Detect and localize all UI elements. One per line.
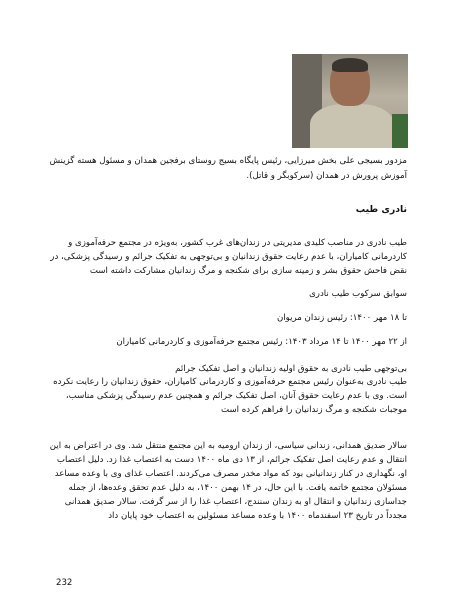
record-heading: سوابق سرکوب طیب نادری bbox=[309, 289, 407, 299]
subheading: بی‌توجهی طیب نادری به حقوق اولیه زندانیان و اصل تفکیک جرائم bbox=[175, 364, 407, 374]
photo-caption-line-1: مزدور بسیجی علی بخش میرزایی، رئیس پایگاه بسیج روستای برفجین همدان و مسئول هسته گزینش bbox=[49, 156, 407, 166]
paragraph-3-line-5: جداسازی زندانیان و انتقال او به زندان سنندج، اعتصاب غذا را از سر گرفت. سالار صدیق همدانی bbox=[64, 497, 407, 507]
paragraph-3-line-2: انتقال و عدم رعایت اصل تفکیک جرائم، از ۱۳ دی ماه ۱۴۰۰ دست به اعتصاب غذا زد. دلیل اعتصاب bbox=[56, 455, 407, 465]
paragraph-2-line-2: است. وی با عدم رعایت حقوق آنان، اصل تفکیک جرائم و همچنین عدم رسیدگی پزشکی مناسب، bbox=[65, 391, 407, 401]
photo-figure-hair bbox=[332, 58, 368, 72]
paragraph-3-line-4: مسئولان مجتمع خاتمه یافت. با این حال، در ۱۴ بهمن ۱۴۰۰، به دلیل عدم تحقق وعده‌ها، از جمله bbox=[68, 483, 407, 493]
page-number: 232 bbox=[56, 578, 73, 588]
photo-figure-body bbox=[310, 104, 394, 148]
paragraph-2-line-3: موجبات شکنجه و مرگ زندانیان را فراهم کرده است bbox=[221, 405, 407, 415]
photo-flag bbox=[392, 114, 408, 148]
paragraph-3-line-1: سالار صدیق همدانی، زندانی سیاسی، از زندان ارومیه به این مجتمع منتقل شد. وی در اعتراض به این bbox=[49, 441, 407, 451]
section-heading: نادری طیب bbox=[355, 204, 407, 215]
portrait-photo bbox=[292, 54, 408, 148]
paragraph-2-line-1: طیب نادری به‌عنوان رئیس مجتمع حرفه‌آموزی و کاردرمانی کامیاران، حقوق زندانیان را رعایت نکرده bbox=[53, 377, 407, 387]
record-item-1: تا ۱۸ مهر ۱۴۰۰: رئیس زندان مریوان bbox=[276, 313, 407, 323]
paragraph-1-line-2: کاردرمانی کامیاران، با عدم رعایت حقوق زندانیان و بی‌توجهی به تفکیک جرائم و رسیدگی پزشکی، در bbox=[50, 252, 407, 262]
photo-caption-line-2: آموزش پرورش در همدان (سرکوبگر و قاتل). bbox=[246, 171, 407, 181]
paragraph-1-line-1: طیب نادری در مناصب کلیدی مدیریتی در زندان‌های غرب کشور، به‌ویژه در مجتمع حرفه‌آموزی و bbox=[68, 238, 407, 248]
paragraph-1-line-3: نقض فاحش حقوق بشر و زمینه سازی برای شکنجه و مرگ زندانیان مشارکت داشته است bbox=[89, 266, 407, 276]
record-item-2: از ۲۲ مهر ۱۴۰۰ تا ۱۴ مرداد ۱۴۰۳: رئیس مجتمع حرفه‌آموزی و کاردرمانی کامیاران bbox=[116, 337, 407, 347]
paragraph-3-line-3: او، نگهداری در کنار زندانیانی بود که مواد مخدر مصرف می‌کردند. اعتصاب غذای وی با وعده مساعد bbox=[54, 469, 407, 479]
paragraph-3-line-6: مجدداً در تاریخ ۲۳ اسفندماه ۱۴۰۰ با وعده مساعد مسئولین به اعتصاب خود پایان داد bbox=[108, 511, 407, 521]
